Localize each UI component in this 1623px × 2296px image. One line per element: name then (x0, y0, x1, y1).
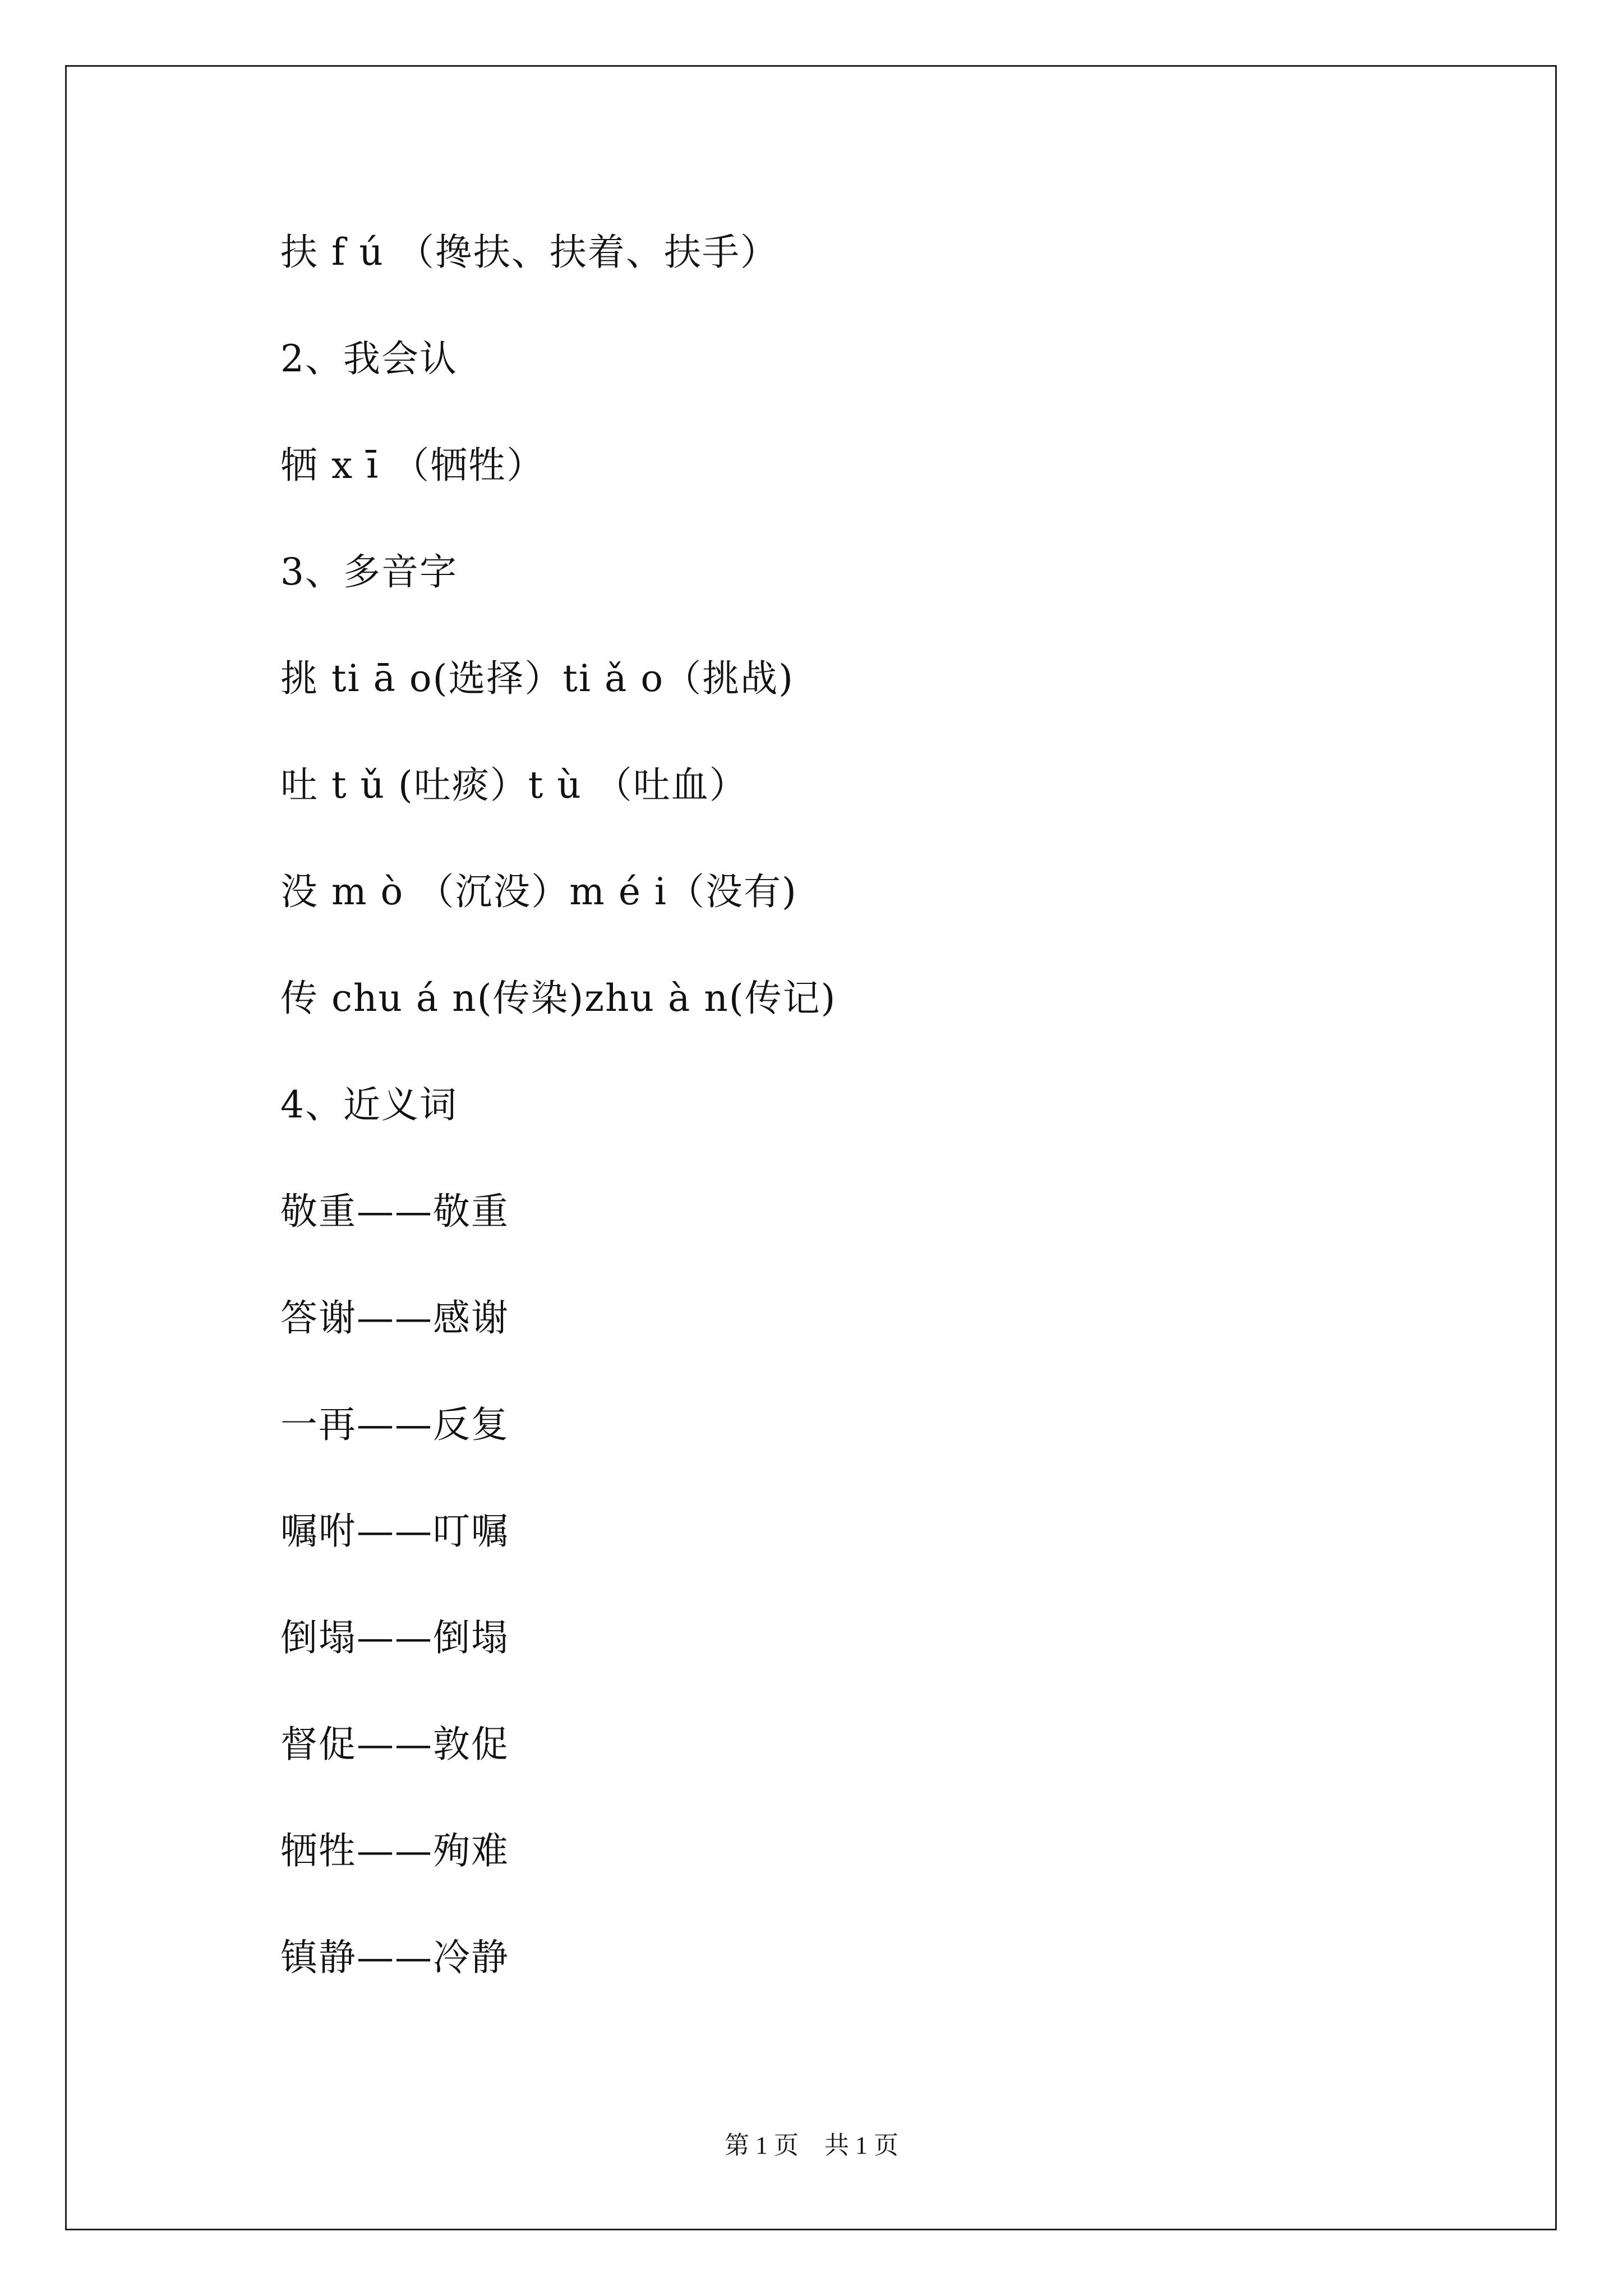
text-line: 扶 f ú （搀扶、扶着、扶手） (280, 231, 778, 274)
text-line: 挑 ti ā o(选择）ti ǎ o（挑战) (280, 657, 794, 700)
text-line: 没 m ò （沉没）m é i（没有) (280, 870, 797, 913)
section-heading: 4、近义词 (280, 1083, 458, 1126)
text-line: 牺 x ī （牺牲） (280, 444, 545, 487)
page-total: 共 1 页 (824, 2132, 898, 2159)
section-heading: 3、多音字 (280, 550, 458, 593)
text-line: 吐 t ǔ (吐痰）t ù （吐血） (280, 763, 748, 807)
page-number: 第 1 页 (725, 2132, 799, 2159)
text-line: 一再——反复 (280, 1403, 509, 1446)
text-line: 督促——敦促 (280, 1723, 509, 1766)
text-line: 敬重——敬重 (280, 1190, 509, 1233)
section-heading: 2、我会认 (280, 337, 458, 380)
text-line: 答谢——感谢 (280, 1296, 509, 1340)
text-line: 镇静——冷静 (280, 1936, 509, 1979)
page-footer (0, 2129, 1623, 2162)
text-line: 传 chu á n(传染)zhu à n(传记) (280, 977, 837, 1020)
document-body (280, 222, 1486, 2033)
text-line: 嘱咐——叮嘱 (280, 1510, 509, 1553)
text-line: 倒塌——倒塌 (280, 1616, 509, 1659)
text-line: 牺牲——殉难 (280, 1829, 509, 1872)
